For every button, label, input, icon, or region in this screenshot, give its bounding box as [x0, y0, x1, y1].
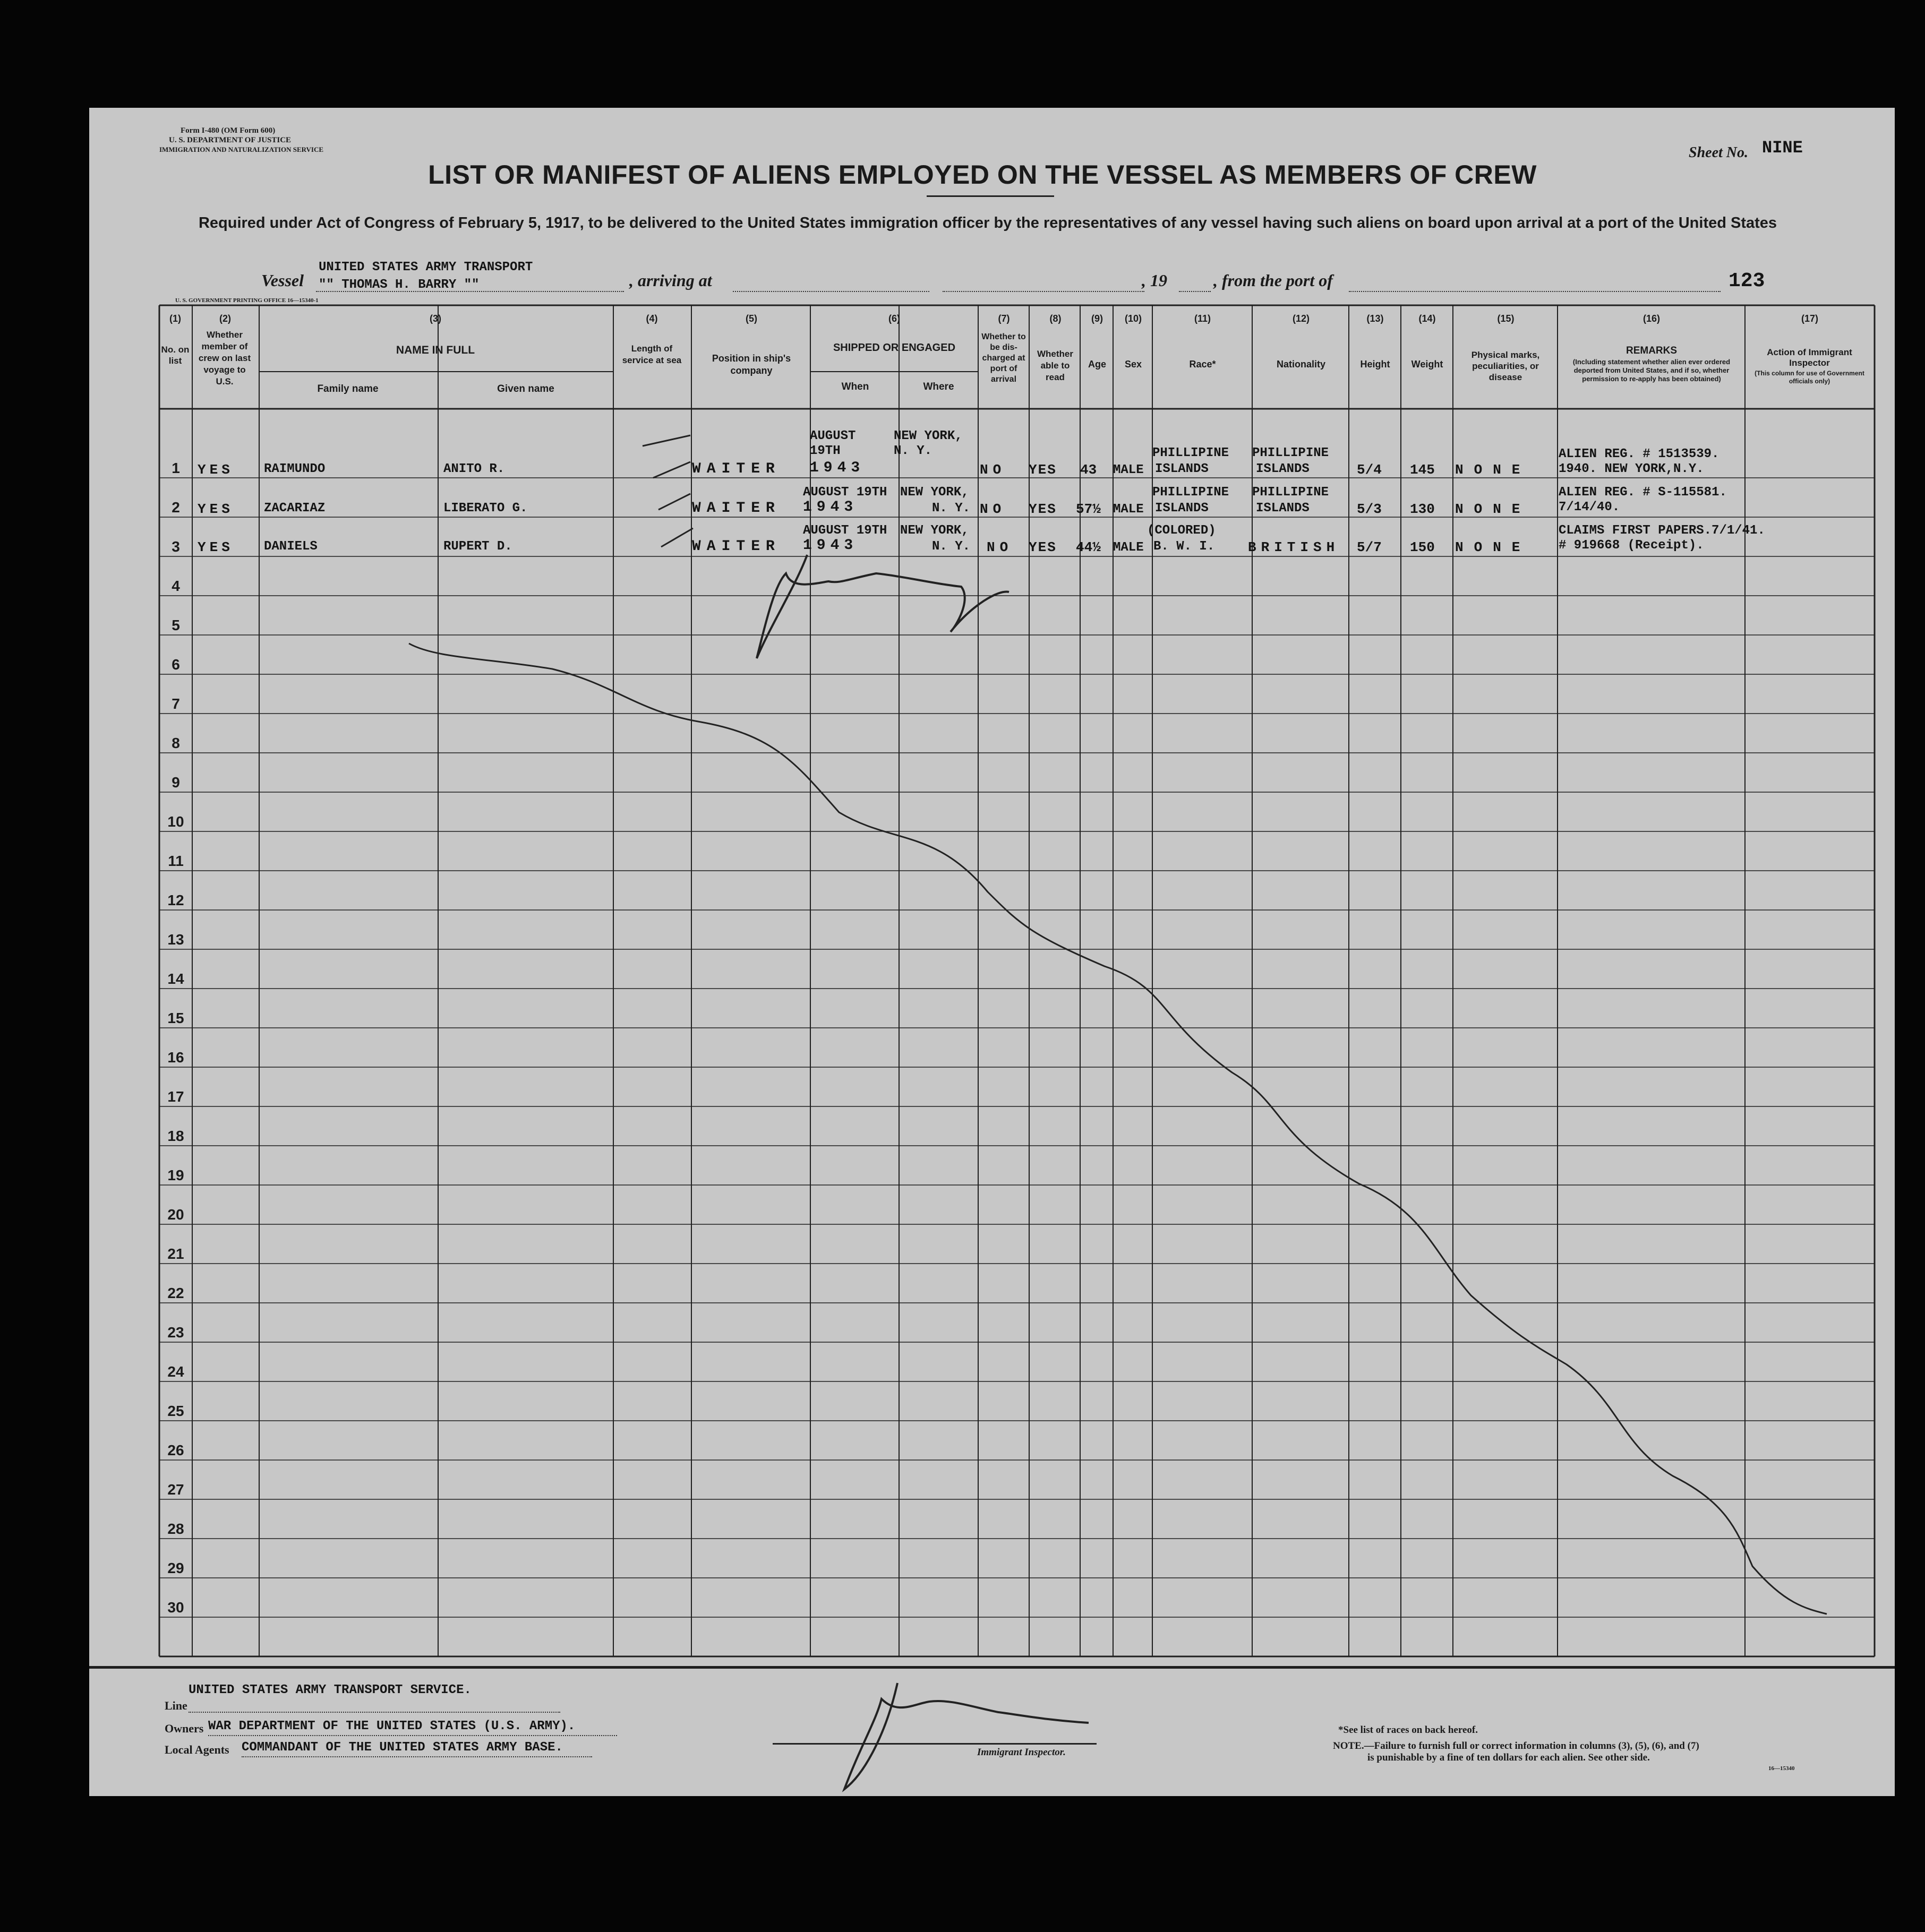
col9-header: Age	[1088, 359, 1106, 370]
row1-nationality-2: ISLANDS	[1256, 462, 1310, 476]
row1-when-2: 19TH	[810, 444, 841, 458]
row2-remarks-2: 7/14/40.	[1559, 500, 1620, 514]
row-number: 5	[172, 617, 180, 633]
inspector-signature-line	[773, 1743, 1097, 1745]
line-label: Line	[165, 1699, 187, 1712]
page-title: LIST OR MANIFEST OF ALIENS EMPLOYED ON THE VESSEL AS MEMBERS OF CREW	[428, 160, 1537, 190]
col4-number: (4)	[646, 313, 658, 324]
handwritten-signature-row-4	[757, 555, 1009, 658]
col16-header: REMARKS	[1625, 345, 1678, 356]
row-number: 16	[167, 1049, 184, 1066]
col3-number: (3)	[430, 313, 441, 324]
row3-remarks-1: CLAIMS FIRST PAPERS.7/1/41.	[1559, 523, 1765, 538]
row3-remarks-2: # 919668 (Receipt).	[1559, 538, 1704, 553]
col7-number: (7)	[998, 313, 1010, 324]
row3-family-name: DANIELS	[264, 539, 318, 554]
vessel-name-line1: UNITED STATES ARMY TRANSPORT	[319, 260, 533, 274]
col6-header: SHIPPED OR ENGAGED	[833, 342, 956, 354]
row1-family-name: RAIMUNDO	[264, 462, 326, 476]
col4-header: Length of service at sea	[622, 344, 682, 365]
col14-header: Weight	[1411, 359, 1443, 370]
row3-discharged: NO	[987, 539, 1013, 555]
row3-when-3: 1943	[803, 537, 858, 554]
row1-nationality-1: PHILLIPINE	[1252, 446, 1329, 460]
row3-age: 44½	[1076, 539, 1101, 555]
col5-header: Position in ship's company	[712, 353, 791, 376]
arriving-label: , arriving at	[629, 271, 712, 290]
footer-rule	[89, 1666, 1895, 1669]
agents-value: COMMANDANT OF THE UNITED STATES ARMY BASE.	[242, 1740, 563, 1755]
col6a-header: When	[841, 381, 869, 392]
row2-physical-marks: NONE	[1455, 501, 1531, 517]
col10-number: (10)	[1124, 313, 1142, 324]
row1-given-name: ANITO R.	[443, 462, 505, 476]
row1-race-1: PHILLIPINE	[1152, 446, 1229, 460]
row1-crew: YES	[198, 462, 234, 478]
row-number: 21	[167, 1246, 184, 1262]
row1-race-2: ISLANDS	[1155, 462, 1209, 476]
row2-crew: YES	[198, 501, 234, 517]
row-number: 23	[167, 1324, 184, 1341]
cancellation-stroke	[409, 643, 1827, 1614]
row-number: 17	[167, 1088, 184, 1105]
row-number: 29	[167, 1560, 184, 1576]
col16-note: (Including statement whether alien ever ordered deported from United States, and if so, whether permission to re-apply has been obtained)	[1572, 358, 1731, 383]
col13-number: (13)	[1366, 313, 1384, 324]
row-number: 25	[167, 1403, 184, 1419]
line-underline	[189, 1712, 560, 1713]
sheet-label: Sheet No.	[1689, 144, 1748, 161]
row1-where-2: N. Y.	[894, 444, 932, 458]
row-number: 10	[167, 813, 184, 830]
col16-number: (16)	[1642, 313, 1660, 324]
col6b-header: Where	[923, 381, 954, 392]
row2-nationality-1: PHILLIPINE	[1252, 485, 1329, 500]
row-number: 15	[167, 1010, 184, 1026]
row3-height: 5/7	[1357, 539, 1382, 555]
col2-number: (2)	[219, 313, 231, 324]
inspector-signature	[844, 1683, 1089, 1789]
col1-header: No. on list	[161, 345, 190, 366]
col17-header: Action of Immigrant Inspector	[1767, 347, 1852, 368]
col13-header: Height	[1360, 359, 1390, 370]
row2-sex: MALE	[1113, 502, 1144, 517]
row-number: 28	[167, 1521, 184, 1537]
row-number: 24	[167, 1363, 184, 1380]
col6-number: (6)	[888, 313, 900, 324]
row-number: 26	[167, 1442, 184, 1458]
col7-header: Whether to be dis-charged at port of arrival	[981, 332, 1026, 384]
row3-where-2: N. Y.	[932, 539, 971, 554]
row-number: 6	[172, 656, 180, 673]
row3-race-2: B. W. I.	[1153, 539, 1215, 554]
row-number: 13	[167, 931, 184, 948]
row2-family-name: ZACARIAZ	[264, 501, 326, 516]
col17-number: (17)	[1801, 313, 1818, 324]
row2-position: WAITER	[692, 500, 781, 517]
col8-number: (8)	[1049, 313, 1062, 324]
row2-race-2: ISLANDS	[1155, 501, 1209, 516]
col15-header: Physical marks, peculiarities, or disease	[1471, 350, 1540, 382]
owners-label: Owners	[165, 1722, 204, 1735]
row1-position: WAITER	[692, 461, 781, 477]
row3-crew: YES	[198, 539, 234, 555]
row-number: 20	[167, 1206, 184, 1223]
col1-number: (1)	[169, 313, 181, 324]
row-number: 3	[172, 538, 180, 555]
col3a-header: Family name	[317, 383, 379, 394]
row3-position: WAITER	[692, 538, 781, 555]
row1-when-1: AUGUST	[810, 429, 856, 443]
form-id: Form I-480 (OM Form 600)	[181, 126, 276, 135]
row2-height: 5/3	[1357, 501, 1382, 517]
row1-sex: MALE	[1113, 463, 1144, 477]
cross-out-stroke	[643, 435, 693, 547]
row-number: 7	[172, 695, 180, 712]
col8-header: Whether able to read	[1037, 349, 1073, 382]
row1-remarks-2: 1940. NEW YORK,N.Y.	[1559, 462, 1704, 476]
from-port-label: , from the port of	[1213, 271, 1333, 290]
row2-nationality-2: ISLANDS	[1256, 501, 1310, 516]
col9-number: (9)	[1091, 313, 1103, 324]
row3-able-to-read: YES	[1029, 539, 1057, 555]
row-number: 19	[167, 1167, 184, 1183]
row-number: 8	[172, 735, 180, 751]
owners-underline	[208, 1735, 617, 1736]
col5-number: (5)	[746, 313, 757, 324]
vessel-number: 123	[1729, 270, 1765, 293]
owners-value: WAR DEPARTMENT OF THE UNITED STATES (U.S. ARMY).	[208, 1719, 576, 1733]
row2-discharged: NO	[980, 501, 1006, 517]
row-number: 30	[167, 1599, 184, 1616]
row2-weight: 130	[1410, 501, 1435, 517]
row2-able-to-read: YES	[1029, 501, 1057, 517]
col2-header: Whether member of crew on last voyage to U.S.	[198, 330, 251, 387]
row1-when-3: 1943	[810, 460, 865, 476]
row-number: 4	[172, 578, 180, 594]
form-code: 16—15340	[1768, 1765, 1795, 1772]
col11-number: (11)	[1194, 313, 1211, 324]
col15-number: (15)	[1497, 313, 1515, 324]
col3-header: NAME IN FULL	[396, 344, 475, 356]
row3-nationality-2: BRITISH	[1248, 539, 1340, 555]
printing-office-line: U. S. GOVERNMENT PRINTING OFFICE 16—15340-1	[175, 297, 319, 304]
row3-sex: MALE	[1113, 540, 1144, 555]
row1-physical-marks: NONE	[1455, 462, 1531, 478]
col11-header: Race*	[1189, 359, 1216, 370]
penalty-note-1: NOTE.—Failure to furnish full or correct information in columns (3), (5), (6), and (7)	[1333, 1740, 1699, 1751]
row-number: 11	[168, 853, 184, 869]
penalty-note-2: is punishable by a fine of ten dollars for each alien. See other side.	[1367, 1752, 1650, 1763]
row1-height: 5/4	[1357, 462, 1382, 478]
row-number: 22	[167, 1285, 184, 1301]
row-number: 14	[167, 971, 184, 987]
races-note: *See list of races on back hereof.	[1338, 1724, 1478, 1736]
row1-able-to-read: YES	[1029, 462, 1057, 478]
col14-number: (14)	[1418, 313, 1436, 324]
row-number: 1	[172, 460, 180, 476]
row-number: 18	[167, 1128, 184, 1144]
row2-where-2: N. Y.	[932, 501, 971, 516]
row1-discharged: NO	[980, 462, 1006, 478]
col3b-header: Given name	[497, 383, 554, 394]
row2-remarks-1: ALIEN REG. # S-115581.	[1559, 485, 1727, 500]
row-number: 2	[172, 499, 180, 516]
service-name: IMMIGRATION AND NATURALIZATION SERVICE	[159, 145, 324, 153]
inspector-label: Immigrant Inspector.	[977, 1747, 1066, 1758]
vessel-name-line2: "" THOMAS H. BARRY ""	[319, 278, 480, 292]
row-number: 9	[172, 774, 180, 791]
year-label: , 19	[1142, 271, 1167, 290]
col10-header: Sex	[1124, 359, 1142, 370]
row1-age: 43	[1080, 462, 1097, 478]
page-subtitle: Required under Act of Congress of February 5, 1917, to be delivered to the United States immigration officer by the representatives of any vessel having such aliens on board upon arrival at a port of the United States	[198, 214, 1777, 231]
row3-race-1: (COLORED)	[1147, 523, 1216, 538]
col12-number: (12)	[1292, 313, 1310, 324]
sheet-value: NINE	[1762, 138, 1803, 158]
row1-remarks-1: ALIEN REG. # 1513539.	[1559, 447, 1719, 461]
row1-where-1: NEW YORK,	[894, 429, 963, 443]
vessel-label: Vessel	[261, 271, 304, 290]
row3-where-1: NEW YORK,	[900, 523, 969, 538]
row2-age: 57½	[1076, 501, 1101, 517]
row1-weight: 145	[1410, 462, 1435, 478]
row-number: 12	[167, 892, 184, 908]
row2-when-3: 1943	[803, 499, 858, 516]
row3-weight: 150	[1410, 539, 1435, 555]
agents-underline	[242, 1756, 592, 1757]
department-name: U. S. DEPARTMENT OF JUSTICE	[169, 136, 292, 144]
row2-when-1: AUGUST 19TH	[803, 485, 887, 500]
agents-label: Local Agents	[165, 1743, 229, 1756]
row-number: 27	[167, 1481, 184, 1498]
col17-note: (This column for use of Government officials only)	[1755, 370, 1864, 385]
line-value: UNITED STATES ARMY TRANSPORT SERVICE.	[189, 1683, 472, 1697]
row3-given-name: RUPERT D.	[443, 539, 512, 554]
row3-physical-marks: NONE	[1455, 539, 1531, 555]
row3-when-1: AUGUST 19TH	[803, 523, 887, 538]
row2-given-name: LIBERATO G.	[443, 501, 528, 516]
row2-race-1: PHILLIPINE	[1152, 485, 1229, 500]
row2-where-1: NEW YORK,	[900, 485, 969, 500]
col12-header: Nationality	[1276, 359, 1325, 370]
